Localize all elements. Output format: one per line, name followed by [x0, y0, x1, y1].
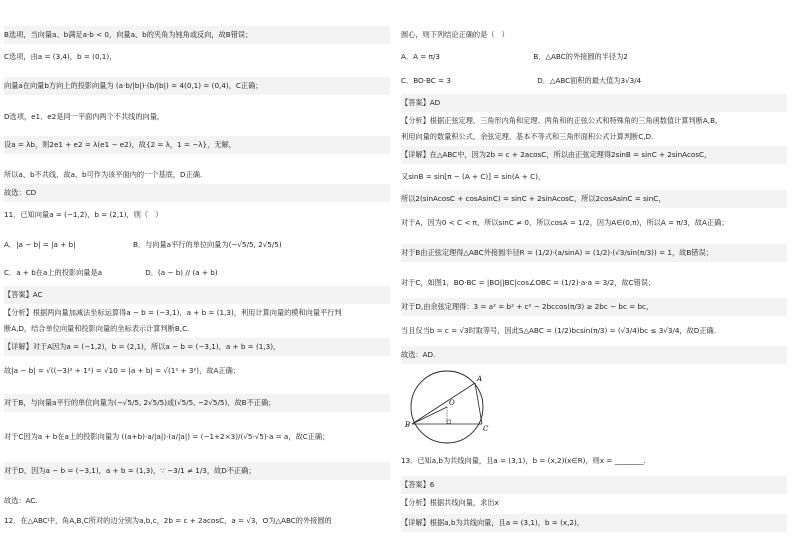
text-line: 圆心，则下列结论正确的是（ ）	[401, 30, 509, 39]
text-line: 又sinB = sin[π − (A + C)] = sin(A + C)，	[401, 172, 546, 181]
text-line: A．A = π/3 B．△ABC的外接圆的半径为2	[401, 52, 628, 61]
text-line: D选项，e1、e2是同一平面内两个不共线的向量，	[4, 112, 165, 121]
text-line: 故选：AC.	[4, 496, 38, 505]
text-line: 所以2(sinAcosC + cosAsinC) = sinC + 2sinAcosC，所以2cosAsinC = sinC，	[401, 194, 666, 203]
label-b: B	[405, 421, 411, 429]
text-line: 【答案】6	[401, 480, 435, 489]
text-line: A．|a − b| = |a + b| B．与向量a平行的单位向量为(−√5/5, 2√5/5)	[4, 240, 282, 249]
label-o: O	[449, 399, 455, 407]
text-line: 向量a在向量b方向上的投影向量为 (a·b/|b|)·(b/|b|) = 4(0,1) = (0,4)，C正确；	[4, 81, 263, 90]
text-line: 【答案】AC	[4, 290, 43, 299]
text-line: 对于C，如图1，BO·BC = |BO||BC|cos∠OBC = (1/2)·a·a = 3/2，故C错误；	[401, 278, 656, 287]
text-line: 12．在△ABC中，角A,B,C所对的边分别为a,b,c，2b = c + 2acosC，a = √3，O为△ABC的外接圆的	[4, 516, 332, 525]
text-line: 13．已知a,b为共线向量，且a = (3,1)，b = (x,2)(x∈R)，则x = ________.	[401, 456, 646, 465]
text-line: 断A,D，结合单位向量和投影向量的坐标表示计算判断B,C.	[4, 324, 190, 333]
text-line: 故|a − b| = √((−3)² + 1²) = √10 = |a + b| = √(1² + 3²)，故A正确；	[4, 366, 240, 375]
text-line: 对于B，与向量a平行的单位向量为(−√5/5, 2√5/5)或(√5/5, −2√5/5)，故B不正确；	[4, 398, 276, 407]
text-line: 对于D，因为a − b = (−3,1)，a + b = (1,3)，∵ −3/1 ≠ 1/3，故D不正确；	[4, 466, 256, 475]
text-line: 11．已知向量a = (−1,2)，b = (2,1)，则（ ）	[4, 210, 163, 219]
text-line: 故选：CD	[4, 188, 37, 197]
text-line: 【分析】根据正弦定理、三角形内角和定理、两角和的正弦公式和特殊角的三角函数值计算判断A,B,	[401, 116, 718, 125]
label-a: A	[477, 375, 483, 383]
text-line: 【详解】在△ABC中，因为2b = c + 2acosC，所以由正弦定理得2sinB = sinC + 2sinAcosC，	[401, 150, 712, 159]
text-line: 对于A，因为0 < C < π，所以sinC ≠ 0，所以cosA = 1/2，因为A∈(0,π)，所以A = π/3，故A正确；	[401, 218, 729, 227]
text-line: 【详解】根据a,b为共线向量，且a = (3,1)，b = (x,2)，	[401, 518, 584, 527]
text-line: 利用向量的数量积公式、余弦定理、基本不等式和三角形面积公式计算判断C,D.	[401, 132, 654, 141]
right-angle-mark	[447, 420, 451, 424]
segment-bo	[412, 407, 447, 424]
text-line: 设a = λb，则2e1 + e2 = λ(e1 − e2)，故{2 = λ，1 = −λ}，无解，	[4, 140, 236, 149]
text-line: 当且仅当b = c = √3时取等号，因此S△ABC = (1/2)bcsin(π/3) = (√3/4)bc ≤ 3√3/4，故D正确.	[401, 326, 716, 335]
side-ab	[412, 383, 475, 424]
label-c: C	[483, 425, 489, 433]
text-line: C选项，由a = (3,4)，b = (0,1)，	[4, 52, 117, 61]
text-line: 故选：AD.	[401, 350, 436, 359]
text-line: 【分析】根据两向量加减法坐标运算得a − b = (−3,1)，a + b = (1,3)，利用计算向量的模和向量平行判	[4, 308, 342, 317]
text-line: 对于C因为a + b在a上的投影向量为 ((a+b)·a/|a|)·(a/|a|) = (−1+2×3)/(√5·√5)·a = a，故C正确；	[4, 432, 330, 441]
text-line: 【分析】根据共线向量，求出x	[401, 498, 499, 507]
text-line: 对于D,由余弦定理得：3 = a² = b² + c² − 2bccos(π/3) ≥ 2bc − bc = bc，	[401, 302, 654, 311]
text-line: C．a + b在a上的投影向量是a D．(a − b) // (a + b)	[4, 268, 218, 277]
text-line: B选项，当向量a、b满足a·b < 0，向量a、b的夹角为钝角或反向，故B错误；	[4, 30, 253, 39]
text-line: 【详解】对于A因为a = (−1,2)，b = (2,1)，所以a − b = (−3,1)，a + b = (1,3)，	[4, 342, 281, 351]
text-line: 对于B由正弦定理得△ABC外接圆半径R = (1/2)·(a/sinA) = (1/2)·(√3/sin(π/3)) = 1，故B错误；	[401, 248, 713, 257]
text-line: 所以a、b不共线，故a、b可作为该平面内的一个基底，D正确.	[4, 170, 203, 179]
text-line: C．BO·BC = 3 D．△ABC面积的最大值为3√3/4	[401, 76, 642, 85]
triangle-circle-figure	[405, 365, 489, 449]
text-line: 【答案】AD	[401, 98, 441, 107]
